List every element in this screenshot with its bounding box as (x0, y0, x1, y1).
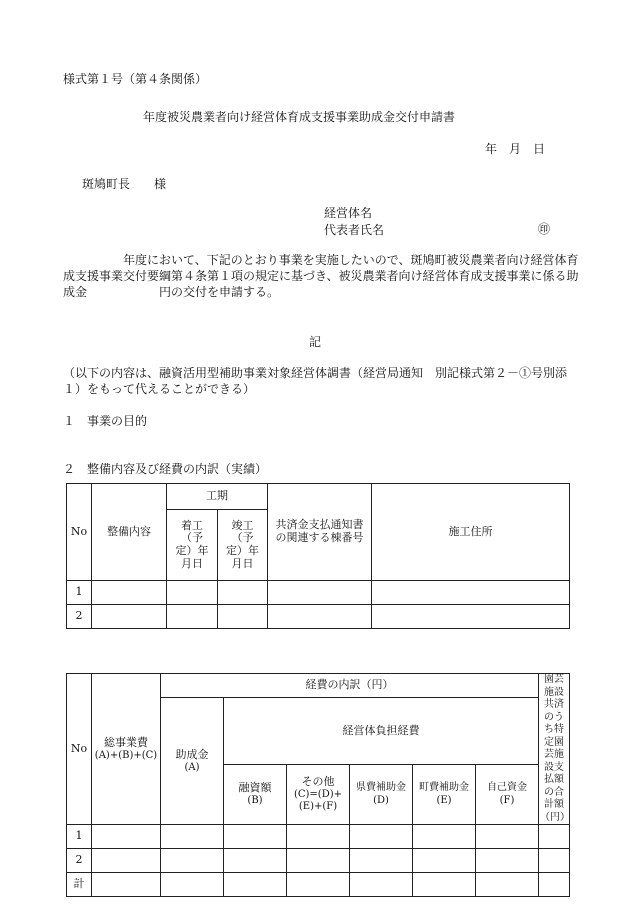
t2-cell[interactable] (287, 873, 350, 897)
t1-header-end-text: 竣工（予定）年月日 (226, 518, 259, 570)
t1-header-period: 工期 (167, 484, 268, 510)
t2-header-subsidy-label: 助成金 (175, 747, 209, 761)
t1-header-notice (268, 484, 372, 581)
t1-cell[interactable] (167, 605, 218, 629)
t2-row-no: 1 (67, 825, 92, 849)
construction-table (66, 483, 570, 629)
t2-header-loan (224, 765, 287, 825)
note-paragraph (63, 365, 583, 397)
t2-cell[interactable] (350, 825, 413, 849)
t2-header-loan-label: 融資額 (238, 781, 272, 795)
addressee: 斑鳩町長 様 (82, 177, 167, 191)
t2-header-horti-text: 園芸施設共済のうち特定園芸施設支払額の合計額（円） (540, 674, 571, 823)
application-body-text: 年度において、下記のとおり事業を実施したいので、斑鳩町被災農業者向け経営体育成支援事業交付要綱第４条第１項の規定に基づき、被災農業者向け経営体育成支援事業に係る助成金 円の交付を申請する。 (63, 253, 579, 299)
t2-cell[interactable] (287, 825, 350, 849)
t2-header-pref (350, 765, 413, 825)
t1-cell[interactable] (372, 581, 570, 605)
t1-header-no: No (67, 484, 92, 581)
t1-cell[interactable] (372, 605, 570, 629)
t2-cell[interactable] (161, 849, 224, 873)
t2-cell[interactable] (224, 873, 287, 897)
representative-label: 代表者氏名 (324, 223, 385, 237)
t2-cell[interactable] (476, 825, 539, 849)
t2-header-horti (539, 674, 570, 825)
t2-header-own-label: 自己資金 (487, 782, 528, 793)
t1-cell[interactable] (167, 581, 218, 605)
t2-cell[interactable] (539, 825, 570, 849)
t2-header-pref-label: 県費補助金 (356, 782, 406, 793)
t1-row-no: 2 (67, 605, 92, 629)
t2-header-total-formula: (A)+(B)+(C) (94, 749, 158, 761)
date-line: 年 月 日 (485, 142, 546, 156)
t1-cell[interactable] (92, 605, 167, 629)
t2-header-town (413, 765, 476, 825)
t2-cell[interactable] (539, 873, 570, 897)
t2-header-no: No (67, 674, 92, 825)
t1-row-no: 1 (67, 581, 92, 605)
t2-header-breakdown: 経費の内訳（円） (161, 674, 539, 698)
t1-header-content: 整備内容 (92, 484, 167, 581)
t2-cell[interactable] (413, 825, 476, 849)
t2-header-town-label: 町費補助金 (419, 782, 469, 793)
t2-header-loan-code: (B) (247, 795, 263, 807)
form-number: 様式第１号（第４条関係） (63, 72, 208, 86)
t2-cell[interactable] (287, 849, 350, 873)
expense-table (66, 673, 570, 897)
t2-row-total: 計 (67, 873, 92, 897)
t1-cell[interactable] (218, 605, 268, 629)
t2-cell[interactable] (539, 849, 570, 873)
t2-header-own (476, 765, 539, 825)
t2-header-pref-code: (D) (373, 794, 389, 806)
t2-cell[interactable] (413, 849, 476, 873)
t1-header-end (218, 510, 268, 581)
t1-cell[interactable] (268, 581, 372, 605)
t2-header-burden: 経営体負担経費 (224, 698, 539, 765)
t2-header-total-label: 総事業費 (104, 735, 148, 749)
t2-header-other-formula: (C)=(D)+(E)+(F) (293, 788, 343, 813)
t2-header-other-label: その他 (301, 775, 335, 789)
t2-cell[interactable] (476, 849, 539, 873)
t2-header-town-code: (E) (436, 794, 452, 806)
t1-header-start (167, 510, 218, 581)
organization-label: 経営体名 (324, 206, 373, 220)
seal-mark: ㊞ (538, 222, 551, 236)
t1-header-site: 施工住所 (372, 484, 570, 581)
t2-header-subsidy (161, 698, 224, 825)
document-title: 年度被災農業者向け経営体育成支援事業助成金交付申請書 (143, 110, 456, 124)
ki-heading: 記 (309, 335, 322, 349)
t1-header-start-text: 着工（予定）年月日 (175, 518, 209, 570)
t2-cell[interactable] (224, 825, 287, 849)
application-body (63, 252, 583, 300)
t2-cell[interactable] (224, 849, 287, 873)
t1-header-notice-text: 共済金支払通知書の関連する棟番号 (275, 518, 364, 544)
t2-cell[interactable] (161, 873, 224, 897)
t2-cell[interactable] (161, 825, 224, 849)
t2-header-subsidy-code: (A) (184, 761, 200, 773)
t2-cell[interactable] (476, 873, 539, 897)
t2-row-no: 2 (67, 849, 92, 873)
section-1-heading: １ 事業の目的 (63, 414, 148, 428)
t2-cell[interactable] (92, 873, 161, 897)
t2-cell[interactable] (350, 849, 413, 873)
note-text: （以下の内容は、融資活用型補助事業対象経営体調書（経営局通知 別記様式第２－①号別添１）をもって代えることができる） (63, 366, 568, 396)
section-2-heading: ２ 整備内容及び経費の内訳（実績） (63, 462, 268, 476)
t2-header-total (92, 674, 161, 825)
t2-cell[interactable] (413, 873, 476, 897)
t1-cell[interactable] (218, 581, 268, 605)
t2-header-other (287, 765, 350, 825)
t1-cell[interactable] (92, 581, 167, 605)
t1-cell[interactable] (268, 605, 372, 629)
t2-header-own-code: (F) (499, 794, 515, 806)
t2-cell[interactable] (92, 825, 161, 849)
t2-cell[interactable] (350, 873, 413, 897)
t2-cell[interactable] (92, 849, 161, 873)
